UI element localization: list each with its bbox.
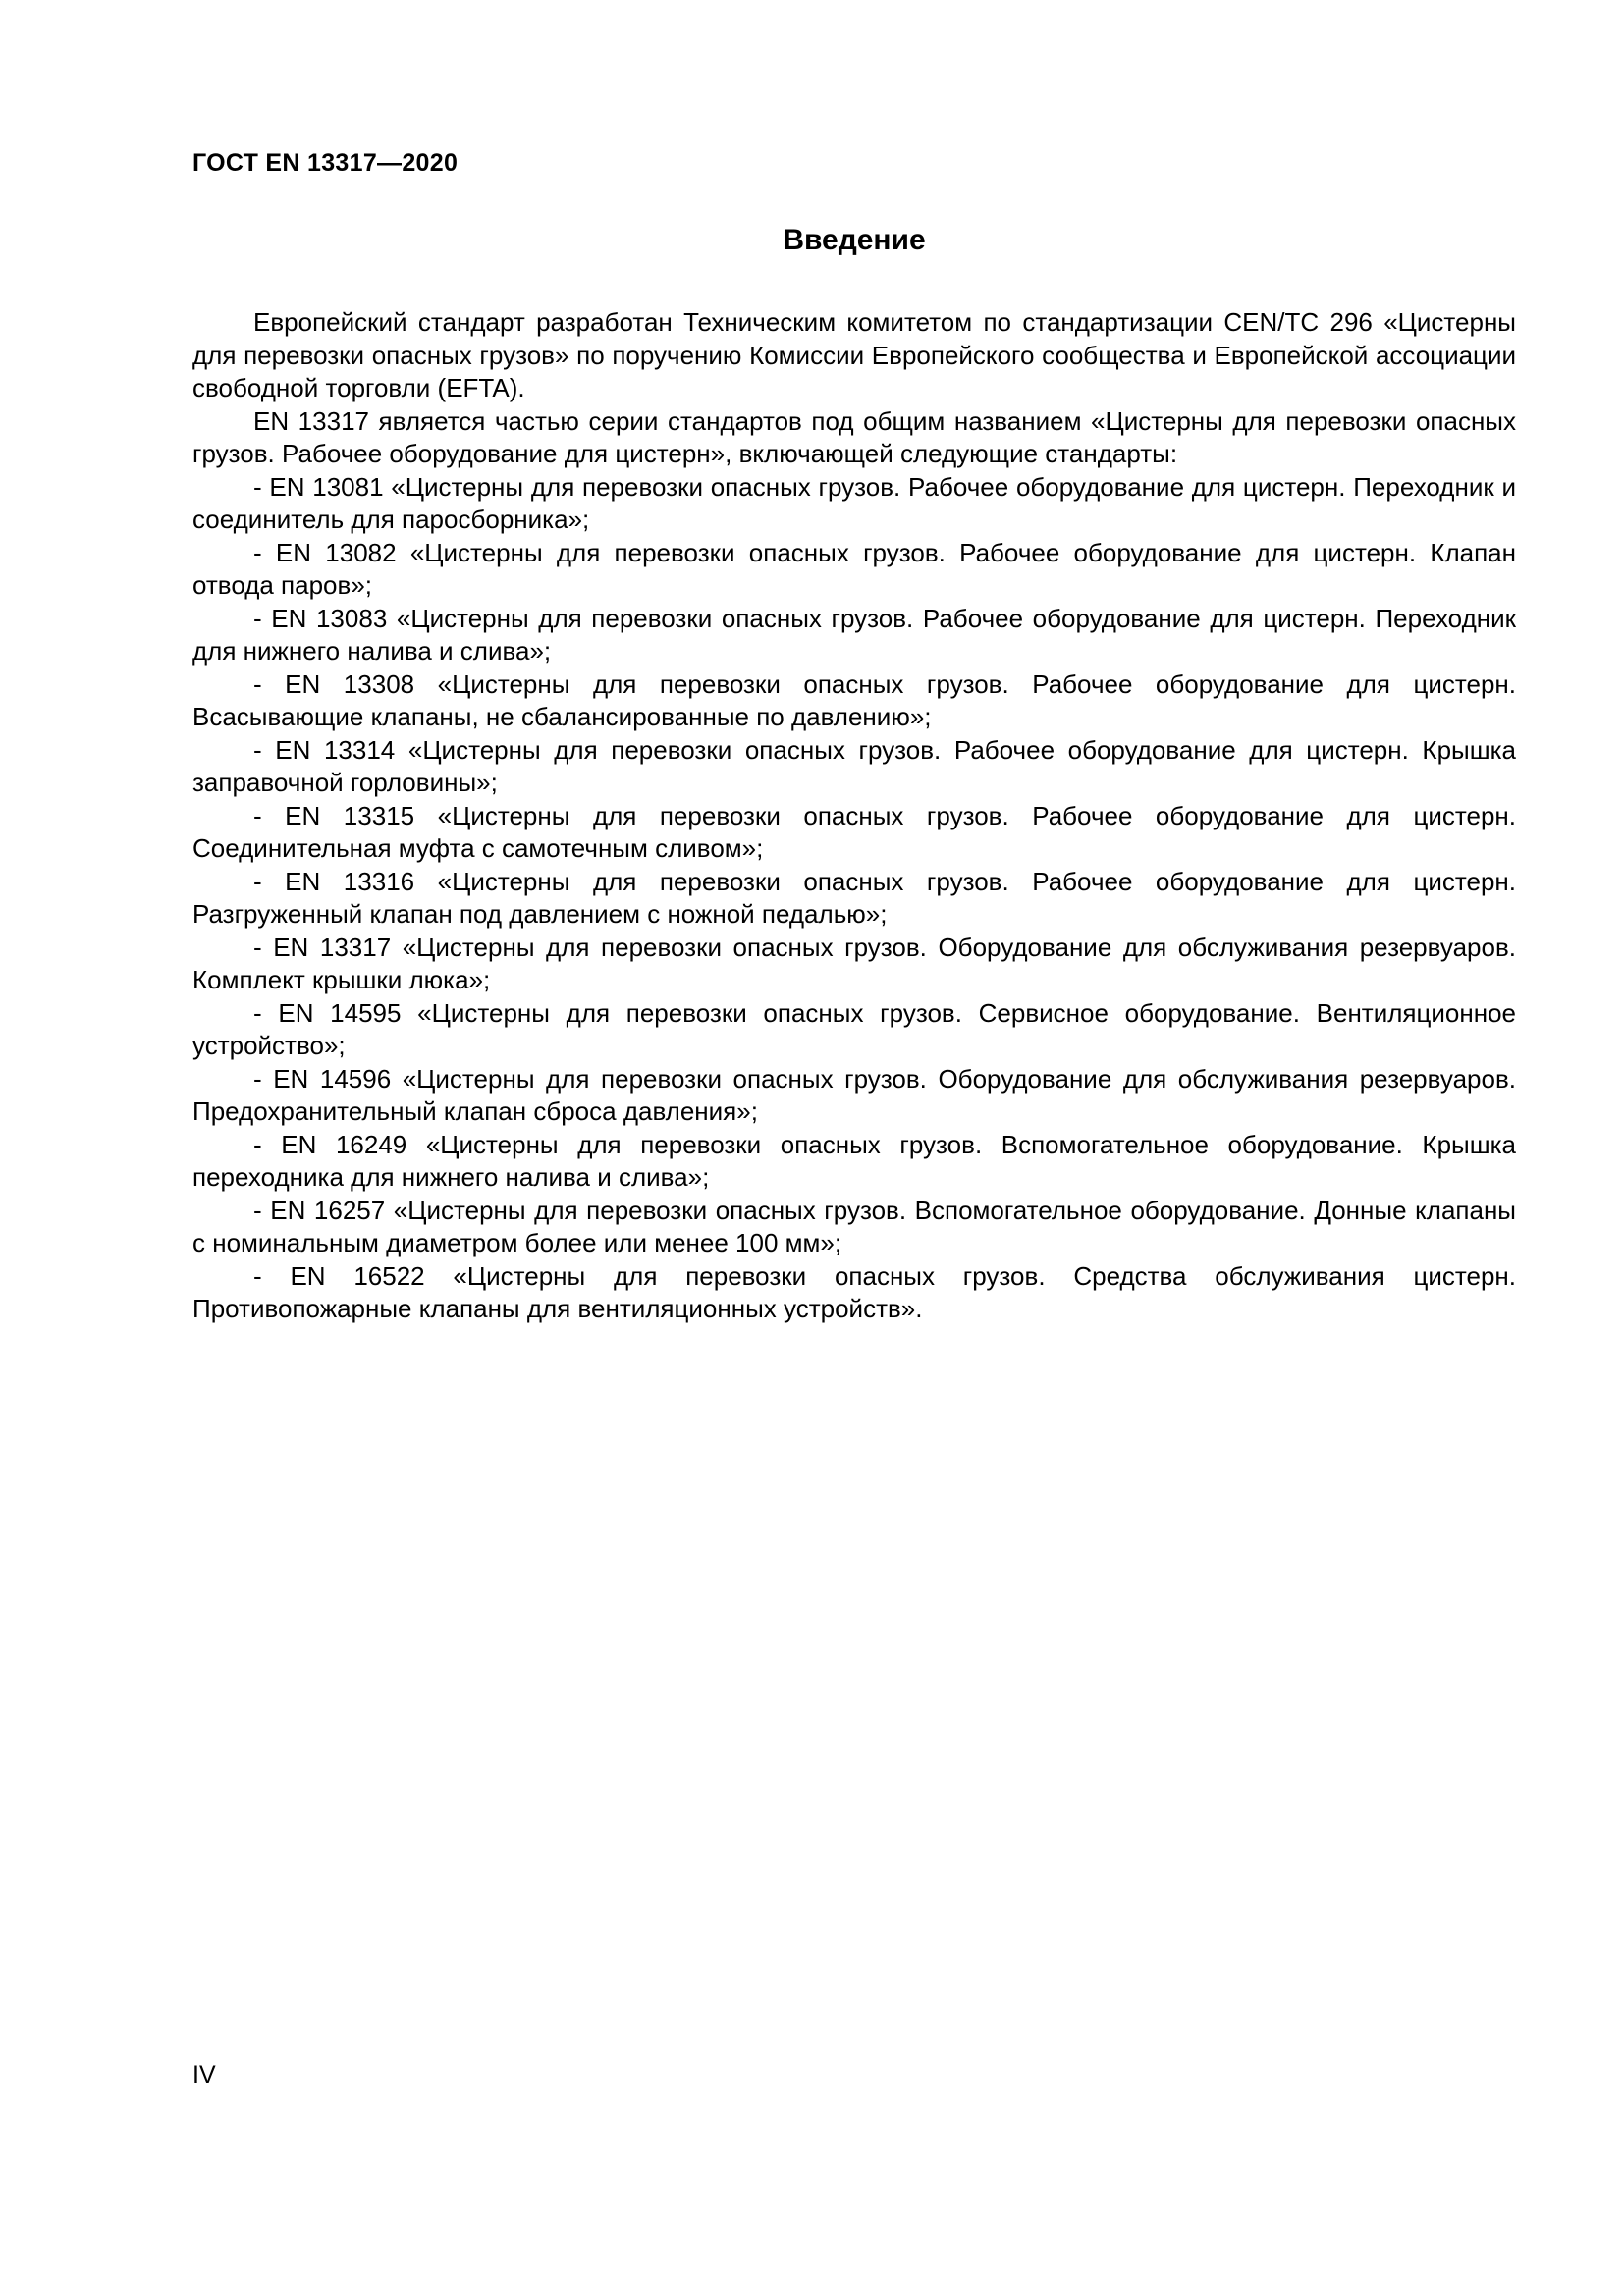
paragraph: - EN 16522 «Цистерны для перевозки опасных грузов. Средства обслуживания цистерн. Противопожарные клапаны для вентиляционных устройств». — [192, 1260, 1516, 1323]
paragraph: EN 13317 является частью серии стандартов под общим названием «Цистерны для перевозки опасных грузов. Рабочее оборудование для цистерн», включающей следующие стандарты: — [192, 405, 1516, 468]
document-body — [192, 306, 1516, 1326]
paragraph: - EN 16257 «Цистерны для перевозки опасных грузов. Вспомогательное оборудование. Донные клапаны с номинальным диаметром более или менее 100 мм»; — [192, 1195, 1516, 1257]
paragraph: - EN 13316 «Цистерны для перевозки опасных грузов. Рабочее оборудование для цистерн. Разгруженный клапан под давлением с ножной педалью»; — [192, 866, 1516, 929]
paragraph: - EN 13308 «Цистерны для перевозки опасных грузов. Рабочее оборудование для цистерн. Всасывающие клапаны, не сбалансированные по давлению»; — [192, 668, 1516, 731]
paragraph: - EN 13315 «Цистерны для перевозки опасных грузов. Рабочее оборудование для цистерн. Соединительная муфта с самотечным сливом»; — [192, 800, 1516, 863]
paragraph: - EN 13082 «Цистерны для перевозки опасных грузов. Рабочее оборудование для цистерн. Клапан отвода паров»; — [192, 537, 1516, 600]
paragraph: - EN 14595 «Цистерны для перевозки опасных грузов. Сервисное оборудование. Вентиляционное устройство»; — [192, 997, 1516, 1060]
paragraph: - EN 16249 «Цистерны для перевозки опасных грузов. Вспомогательное оборудование. Крышка переходника для нижнего налива и слива»; — [192, 1129, 1516, 1192]
paragraph: - EN 13314 «Цистерны для перевозки опасных грузов. Рабочее оборудование для цистерн. Крышка заправочной горловины»; — [192, 734, 1516, 797]
paragraph: - EN 14596 «Цистерны для перевозки опасных грузов. Оборудование для обслуживания резервуаров. Предохранительный клапан сброса давления»; — [192, 1063, 1516, 1126]
paragraph: - EN 13083 «Цистерны для перевозки опасных грузов. Рабочее оборудование для цистерн. Переходник для нижнего налива и слива»; — [192, 603, 1516, 666]
paragraph: - EN 13081 «Цистерны для перевозки опасных грузов. Рабочее оборудование для цистерн. Переходник и соединитель для паросборника»; — [192, 471, 1516, 534]
document-number-header: ГОСТ EN 13317—2020 — [192, 149, 459, 177]
paragraph: Европейский стандарт разработан Техническим комитетом по стандартизации CEN/TC 296 «Цистерны для перевозки опасных грузов» по поручению Комиссии Европейского сообщества и Европейской ассоциации свободной торговли (EFTA). — [192, 307, 1516, 402]
paragraph: - EN 13317 «Цистерны для перевозки опасных грузов. Оборудование для обслуживания резервуаров. Комплект крышки люка»; — [192, 932, 1516, 994]
page-title: Введение — [783, 224, 926, 256]
page-number: IV — [192, 2061, 216, 2089]
